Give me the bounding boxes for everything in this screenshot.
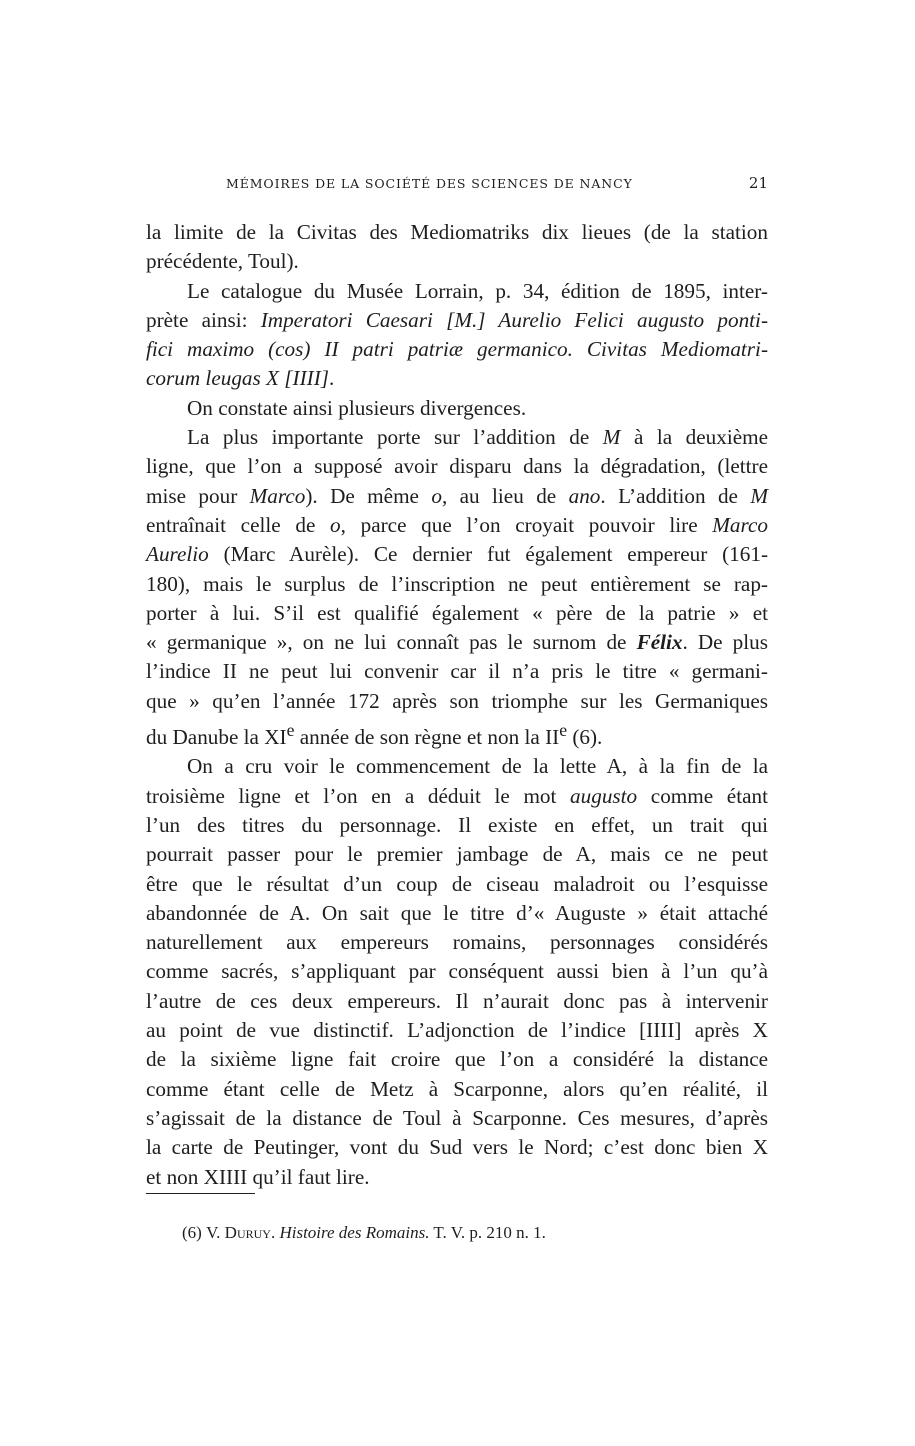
text-line: fici maximo (cos) II patri patriæ germanico. Civitas Mediomatri- (146, 337, 768, 362)
footnote (182, 1223, 546, 1243)
text-line: La plus importante porte sur l’addition de M à la deuxième (187, 425, 768, 450)
footnote-author: V. Duruy. (206, 1223, 276, 1242)
body-text (146, 218, 768, 1192)
text-line: pourrait passer pour le premier jambage de A, mais ce ne peut (146, 842, 768, 867)
text-line: troisième ligne et l’on en a déduit le mot augusto comme étant (146, 783, 768, 808)
text-line: de la sixième ligne fait croire que l’on a considéré la distance (146, 1047, 768, 1072)
text-line: précédente, Toul). (146, 249, 299, 274)
footnote-separator (146, 1193, 255, 1194)
text-line: « germanique », on ne lui connaît pas le surnom de Félix. De plus (146, 630, 768, 655)
text-line: au point de vue distinctif. L’adjonction de l’indice [IIII] après X (146, 1018, 768, 1043)
text-line: l’autre de ces deux empereurs. Il n’aurait donc pas à intervenir (146, 988, 768, 1013)
footnote-marker: (6) (182, 1223, 202, 1242)
text-line: et non XIIII qu’il faut lire. (146, 1164, 370, 1189)
text-line: être que le résultat d’un coup de ciseau maladroit ou l’esquisse (146, 871, 768, 896)
text-line: porter à lui. S’il est qualifié également « père de la patrie » et (146, 600, 768, 625)
text-line: que » qu’en l’année 172 après son triomphe sur les Germaniques (146, 688, 768, 713)
text-line: ligne, que l’on a supposé avoir disparu dans la dégradation, (lettre (146, 454, 768, 479)
text-line: prète ainsi: Imperatori Caesari [M.] Aurelio Felici augusto ponti- (146, 307, 768, 332)
text-line: la carte de Peutinger, vont du Sud vers le Nord; c’est donc bien X (146, 1135, 768, 1160)
text-line: comme étant celle de Metz à Scarponne, alors qu’en réalité, il (146, 1076, 768, 1101)
text-line: l’indice II ne peut lui convenir car il n’a pris le titre « germani- (146, 659, 768, 684)
text-line: la limite de la Civitas des Mediomatriks dix lieues (de la station (146, 220, 768, 244)
page-number: 21 (748, 174, 768, 192)
text-line: Le catalogue du Musée Lorrain, p. 34, édition de 1895, inter- (187, 278, 768, 303)
footnote-work: Histoire des Romains. (279, 1223, 430, 1242)
text-line: s’agissait de la distance de Toul à Scarponne. Ces mesures, d’après (146, 1105, 768, 1130)
text-line: 180), mais le surplus de l’inscription ne peut entièrement se rap- (146, 571, 768, 596)
text-line: Aurelio (Marc Aurèle). Ce dernier fut également empereur (161- (146, 542, 768, 567)
text-line: entraînait celle de o, parce que l’on croyait pouvoir lire Marco (146, 512, 768, 537)
text-line: l’un des titres du personnage. Il existe en effet, un trait qui (146, 813, 768, 837)
footnote-reference: T. V. p. 210 n. 1. (433, 1223, 546, 1242)
text-line: corum leugas X [IIII]. (146, 366, 335, 391)
text-line: On a cru voir le commencement de la lette A, à la fin de la (187, 754, 768, 779)
text-line: abandonnée de A. On sait que le titre d’« Auguste » était attaché (146, 900, 768, 925)
text-line: mise pour Marco). De même o, au lieu de ano. L’addition de M (146, 483, 768, 508)
text-line: naturellement aux empereurs romains, personnages considérés (146, 930, 768, 955)
text-line: On constate ainsi plusieurs divergences. (187, 395, 527, 420)
running-title: MÉMOIRES DE LA SOCIÉTÉ DES SCIENCES DE NANCY (226, 176, 633, 191)
text-line: comme sacrés, s’appliquant par conséquent aussi bien à l’un qu’à (146, 959, 768, 984)
text-line: du Danube la XIe année de son règne et non la IIe (6). (146, 720, 603, 750)
